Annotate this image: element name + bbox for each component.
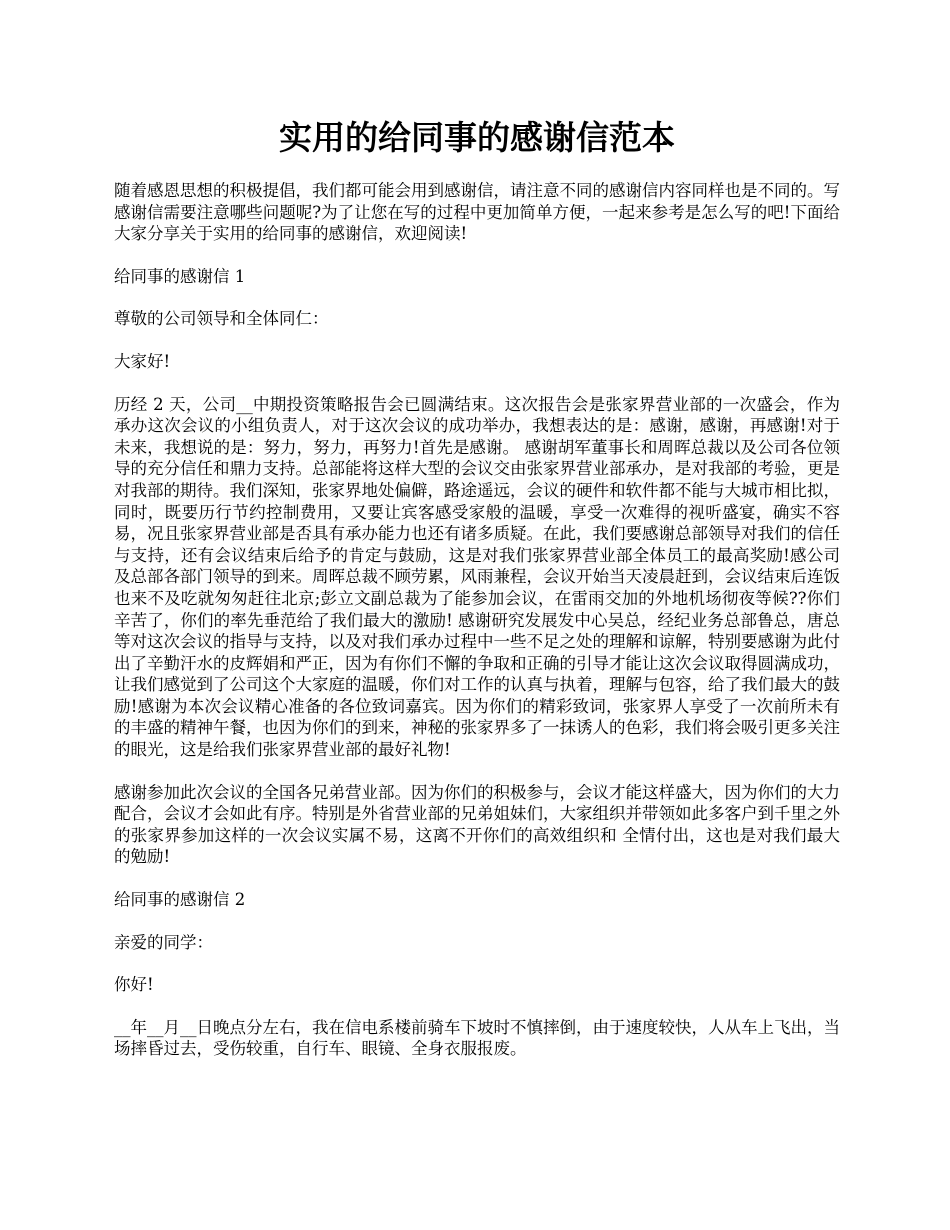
letter-1-heading: 给同事的感谢信 1 bbox=[114, 266, 246, 286]
document-title: 实用的给同事的感谢信范本 bbox=[279, 118, 675, 157]
letter-1-body-paragraph: 历经 2 天，公司__中期投资策略报告会已圆满结束。这次报告会是张家界营业部的一次盛会，作为承办这次会议的小组负责人，对于这次会议的成功举办，我想表达的是：感谢，感谢，再感谢!对于未来，我想说的是：努力，努力，再努力!首先是感谢。 感谢胡军董事长和周晖总裁以及公司各位领导的充分信任和鼎力支持。总部能将这样大型的会议交由张家界营业部承办，是对我部的考验，更是对我部的期待。我们深知，张家界地处偏僻，路途遥远，会议的硬件和软件都不能与大城市相比拟，同时，既要历行节约控制费用，又要让宾客感受家般的温暖，享受一次难得的视听盛宴，确实不容易，况且张家界营业部是否具有承办能力也还有诸多质疑。在此，我们要感谢总部领导对我们的信任与支持，还有会议结束后给予的肯定与鼓励，这是对我们张家界营业部全体员工的最高奖励!感公司及总部各部门领导的到来。周晖总裁不顾劳累，风雨兼程，会议开始当天凌晨赶到，会议结束后连饭也来不及吃就匆匆赶往北京;彭立文副总裁为了能参加会议，在雷雨交加的外地机场彻夜等候??你们辛苦了，你们的率先垂范给了我们最大的激励! 感谢研究发展发中心吴总，经纪业务总部鲁总，唐总等对这次会议的指导与支持，以及对我们承办过程中一些不足之处的理解和谅解，特别要感谢为此付出了辛勤汗水的皮辉娟和严正，因为有你们不懈的争取和正确的引导才能让这次会议取得圆满成功，让我们感觉到了公司这个大家庭的温暖，你们对工作的认真与执着，理解与包容，给了我们最大的鼓励!感谢为本次会议精心准备的各位致词嘉宾。因为你们的精彩致词，张家界人享受了一次前所未有的丰盛的精神午餐，也因为你们的到来，神秘的张家界多了一抹诱人的色彩，我们将会吸引更多关注的眼光，这是给我们张家界营业部的最好礼物! bbox=[114, 394, 840, 760]
document-page bbox=[114, 118, 840, 1081]
letter-1-greeting: 大家好! bbox=[114, 351, 171, 371]
intro-paragraph: 随着感恩思想的积极提倡，我们都可能会用到感谢信，请注意不同的感谢信内容同样也是不同的。写感谢信需要注意哪些问题呢?为了让您在写的过程中更加简单方便，一起来参考是怎么写的吧!下面给大家分享关于实用的给同事的感谢信，欢迎阅读! bbox=[114, 181, 840, 244]
letter-2-greeting: 你好! bbox=[114, 975, 154, 995]
letter-1-salutation: 尊敬的公司领导和全体同仁： bbox=[114, 309, 329, 329]
letter-2-body-paragraph: __年__月__日晚点分左右，我在信电系楼前骑车下坡时不慎摔倒，由于速度较快，人从车上飞出，当场摔昏过去，受伤较重，自行车、眼镜、全身衣服报废。 bbox=[114, 1017, 840, 1059]
letter-2-salutation: 亲爱的同学： bbox=[114, 932, 213, 952]
letter-1-body-paragraph: 感谢参加此次会议的全国各兄弟营业部。因为你们的积极参与，会议才能这样盛大，因为你们的大力配合，会议才会如此有序。特别是外省营业部的兄弟姐妹们，大家组织并带领如此多客户到千里之外的张家界参加这样的一次会议实属不易，这离不开你们的高效组织和 全情付出，这也是对我们最大的勉励! bbox=[114, 782, 840, 867]
letter-2-heading: 给同事的感谢信 2 bbox=[114, 890, 246, 910]
